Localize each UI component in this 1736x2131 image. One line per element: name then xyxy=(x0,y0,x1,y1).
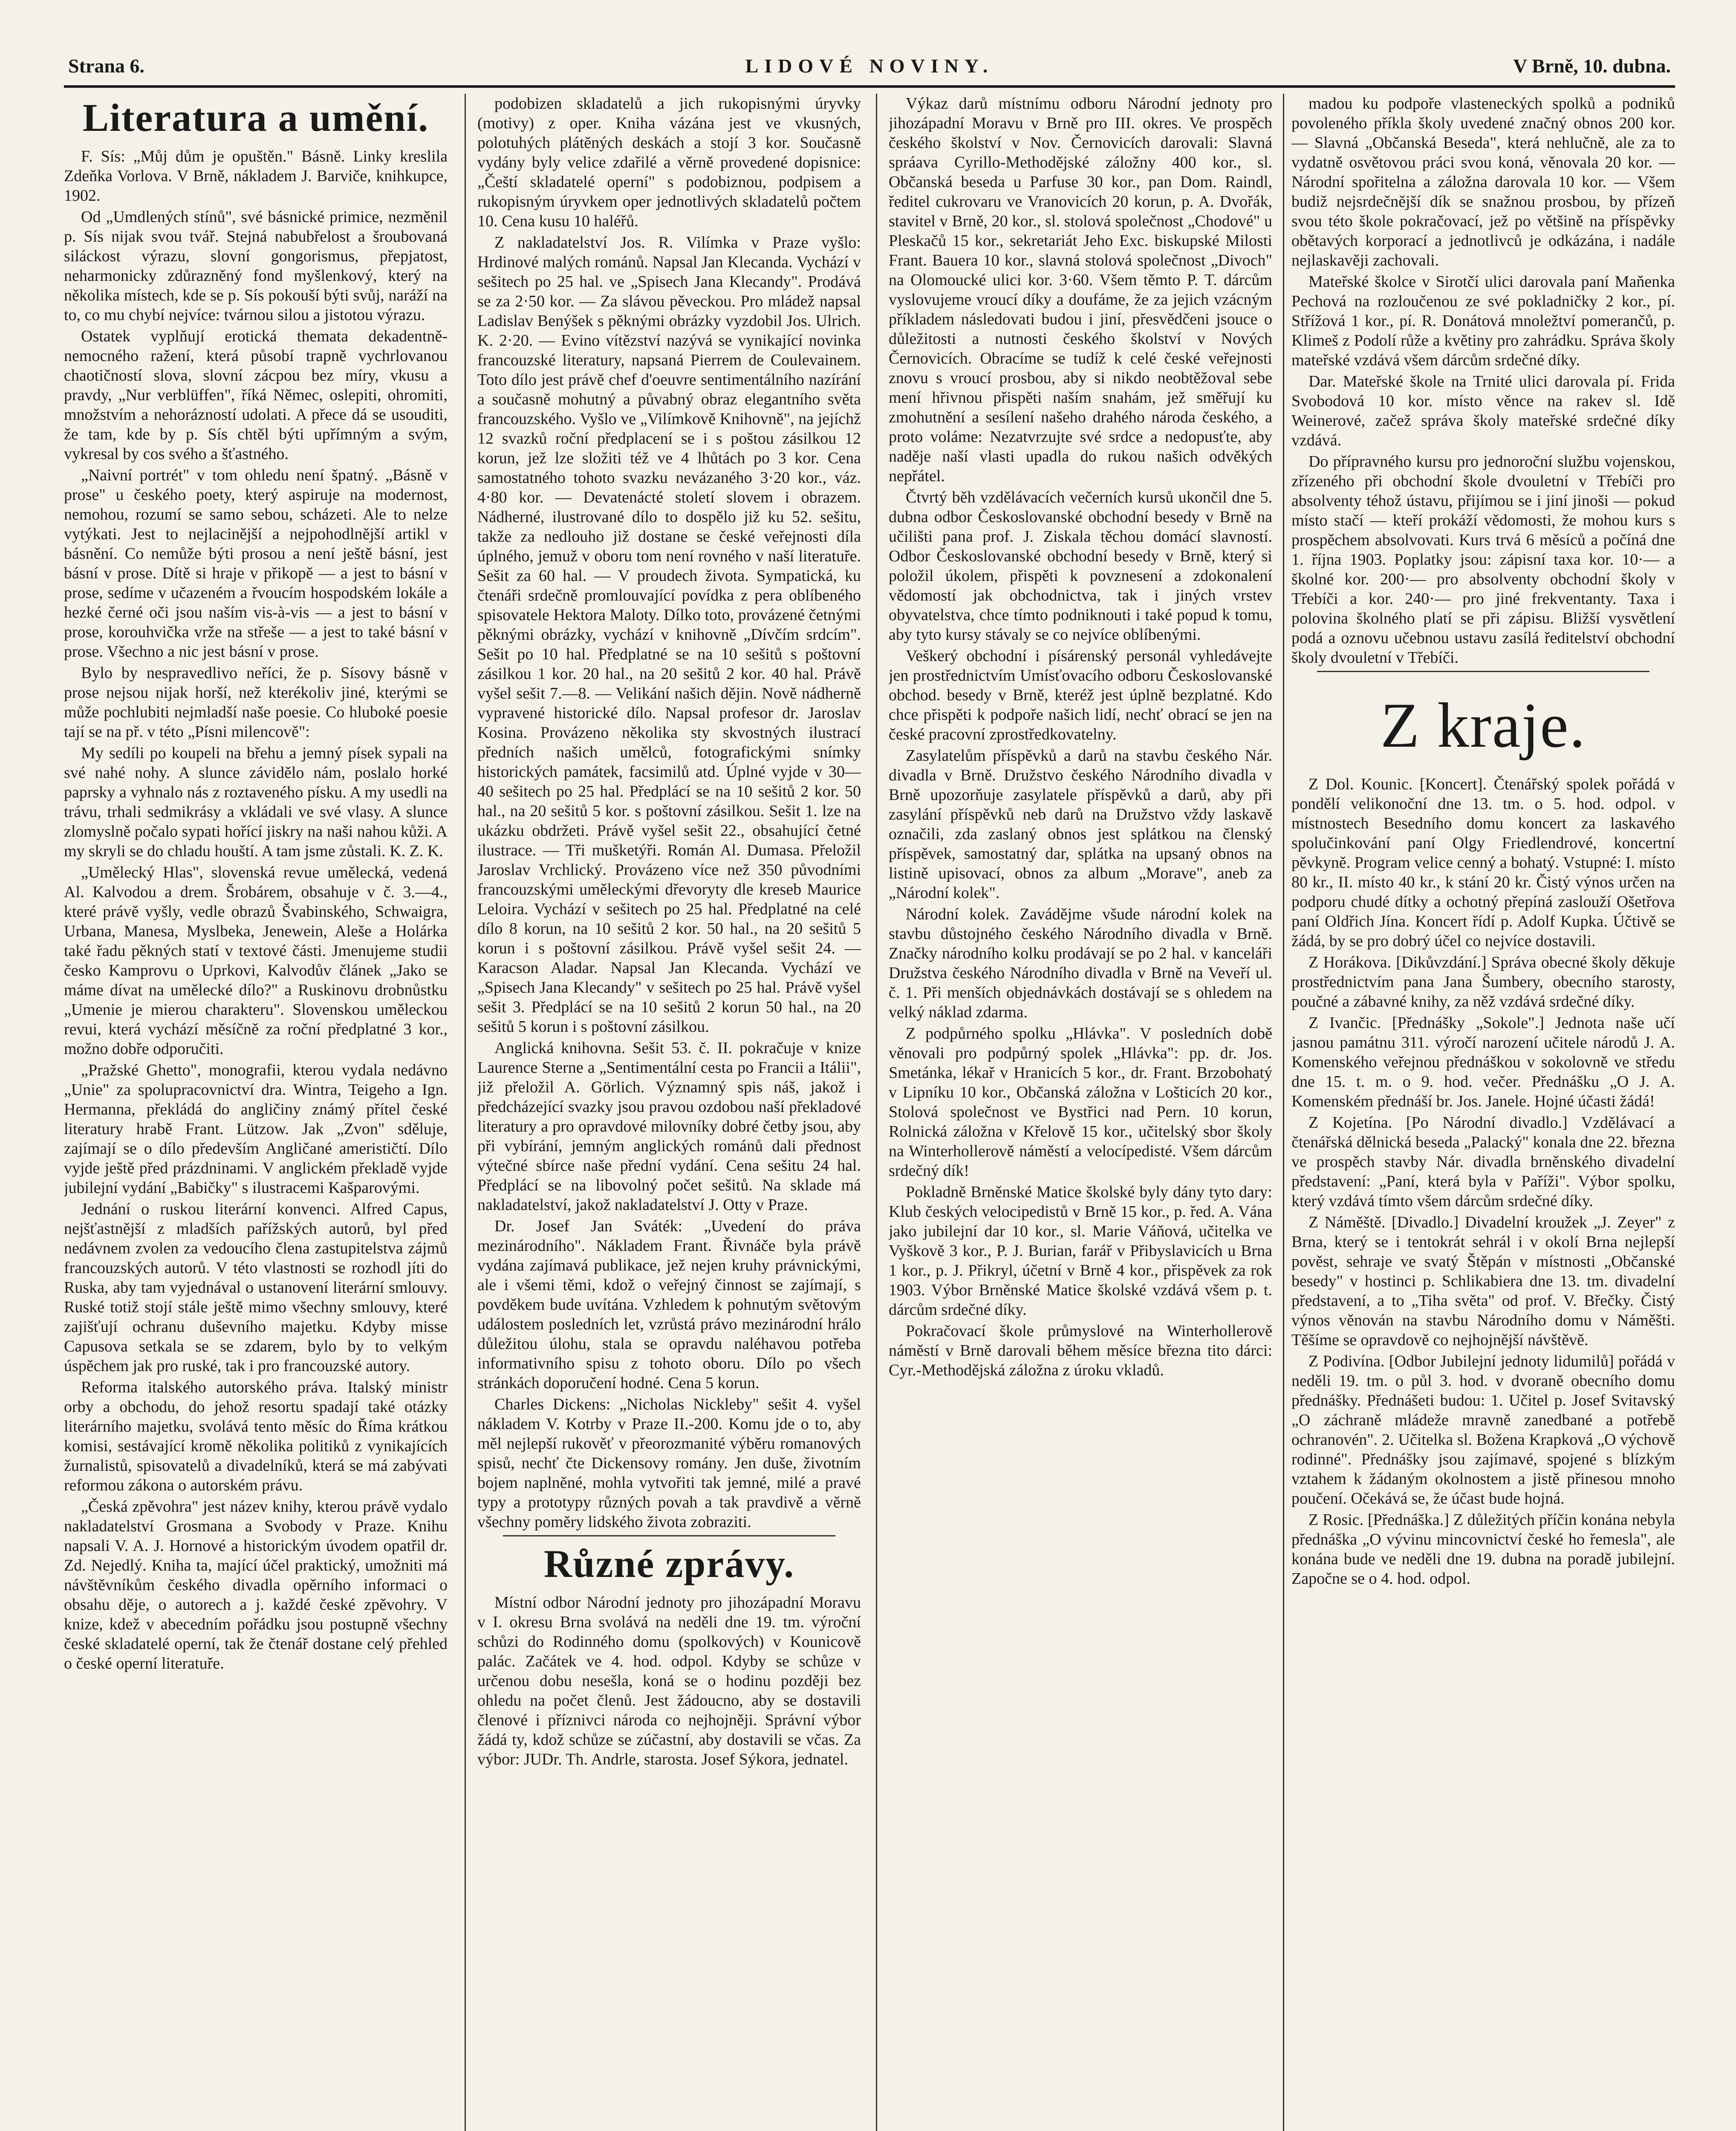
columns xyxy=(64,94,1675,2131)
article-paragraph: Charles Dickens: „Nicholas Nickleby" sešit 4. vyšel nákladem V. Kotrby v Praze II.-200. Komu jde o to, aby měl nejlepší rukověť v přeorozmanité výběru romanových spisů, nechť čte Dickensovy romány. Jen duše, životním bojem naplněné, mohla vytvořiti tak jemné, milé a pravé typy a prototypy různých povah a tak pravdivě a věrně všechny poměry lidského života zobraziti. xyxy=(477,1395,861,1531)
article-paragraph: Dr. Josef Jan Sváték: „Uvedení do práva mezinárodního". Nákladem Frant. Řivnáče byla právě vydána zajímavá publikace, jež nejen kruhy právnickými, ale i všemi těmi, kdož o veřejný činnost se zajímají, s povděkem bude uvítána. Vzhledem k pohnutým světovým událostem posledních let, vzrůstá právo mezinárodní hrálo důležitou úlohu, stala se opravdu naléhavou potřeba informativního spisu z tohoto oboru. Dílo po všech stránkách doporučení hodné. Cena 5 korun. xyxy=(477,1217,861,1392)
article-paragraph: Z Kojetína. [Po Národní divadlo.] Vzdělávací a čtenářská dělnická beseda „Palacký" konala dne 22. března ve prospěch stavby Nár. divadla brněnského divadelní představení: „Paní, která byla v Paříži". Výbor spolku, který vzdává tímto všem dárcům srdečné díky. xyxy=(1291,1114,1675,1210)
article-paragraph: Reforma italského autorského práva. Italský ministr orby a obchodu, do jehož resortu spadají také otázky literárního majetku, svolává tento měsíc do Říma krátkou komisi, sestávající kromě několika politiků z vynikajících žurnalistů, spisovatelů a divadelníků, která se má zabývati reformou zákona o autorském právu. xyxy=(64,1378,448,1494)
article-paragraph: Mateřské školce v Sirotčí ulici darovala paní Maňenka Pechová na rozloučenou ze své pokladničky 2 kor., pí. Střížová 1 kor., pí. R. Donátová mnoležtví pomerančů, p. Klimeš z Podolí růže a květiny pro zahrádku. Správa školy mateřské vzdává všem dárcům srdečné díky. xyxy=(1291,273,1675,369)
column-divider xyxy=(876,94,877,2131)
article-paragraph: Národní kolek. Zavádějme všude národní kolek na stavbu důstojného českého Národního divadla v Brně. Značky národního kolku prodávají se po 2 hal. v kanceláři Družstva českého Národního divadla v Brně na Veveří ul. č. 1. Při menších objednávkách dostávají se s ohledem na velký náklad zdarma. xyxy=(889,905,1272,1021)
article-paragraph: Z Rosic. [Přednáška.] Z důležitých příčin konána nebyla přednáška „O vývinu mincovnictví české ho řemesla", ale konána bude ve neděli dne 19. dubna na poradě jubilejní. Započne se o 4. hod. odpol. xyxy=(1291,1511,1675,1588)
article-paragraph: „Naivní portrét" v tom ohledu není špatný. „Básně v prose" u českého poety, který aspiruje na modernost, nemohou, rozumí se samo sebou, scházeti. Ale to nelze vytýkati. Jest to nejlacinější a nejpohodlnější artikl v básnění. Co nemůže býti prosou a není ještě básní, jest básní v prose. Dítě si hraje v přikopě — a jest to básní v prose, sedíme v učazeném a řvoucím hospodském lokále a hezké černé oči jsou naším vis-à-vis — a jest to básní v prose, korouhvička vrže na střeše — a jest to také básní v prose. Všechno a nic jest básní v prose. xyxy=(64,466,448,661)
article-paragraph: Anglická knihovna. Sešit 53. č. II. pokračuje v knize Laurence Sterne a „Sentimentální cesta po Francii a Itálii", již přeložil A. Görlich. Významný spis náš, jakož i předcházející svazky jsou pravou ozdobou naší překladové literatury a pro opravdové milovníky dobré četby jsou, aby při vybírání, jemným anglických románů dali přednost výtečné sbírce naše přední vydání. Cena sešitu 24 hal. Předplácí se na libovolný počet sešitů. Na sklade má nakladatelství, jakož nakladatelství J. Otty v Praze. xyxy=(477,1039,861,1214)
section-heading-ruzne: Různé zprávy. xyxy=(543,1542,795,1585)
article-paragraph: Z Náměště. [Divadlo.] Divadelní kroužek „J. Zeyer" z Brna, který se i tentokrát sehrál i v okolí Brna nejlepší pověst, sehraje ve svatý Štěpán v místnosti „Občanské besedy" v hostinci p. Schlikabiera dne 13. tm. divadelní představení, a to „Tiha světa" od prof. V. Břečky. Čistý výnos věnován na stavbu Národního domu v Náměšti. Těšíme se opravdově co nejhojnější návštěvě. xyxy=(1291,1213,1675,1349)
column-2-after xyxy=(477,1593,861,1769)
column-1-body xyxy=(64,147,448,1673)
article-paragraph: „Pražské Ghetto", monografii, kterou vydala nedávno „Unie" za spolupracovnictví dra. Wintra, Teigeho a Ign. Hermanna, překládá do angličiny známý přítel české literatury hrabě Frant. Lützow. Jak „Zvon" sděluje, zajímají se o dílo především Angličané amerističtí. Dílo vyjde ještě před prázdninami. V anglickém překladě vyjde jubilejní vydání „Babičky" s ilustracemi Kašparovými. xyxy=(64,1061,448,1197)
page-number: Strana 6. xyxy=(68,55,144,77)
column-2-body xyxy=(477,94,861,1532)
article-paragraph: madou ku podpoře vlasteneckých spolků a podniků povoleného příkla školy uvedené značný obnos 200 kor. — Slavná „Občanská Beseda", která nehlučně, ale za to vydatně osvětovou práci svou koná, věnovala 20 kor. — Národní spořitelna a záložna darovala 10 kor. — Všem budiž nejsrdečnější dík se snažnou prosbou, by přízeň svou této škole pokračovací, jež po většině na příspěvky obětavých korporací a jednotlivců je odkázána, i nadále nejlaskavěji zachovali. xyxy=(1291,95,1675,269)
article-paragraph: Z Podivína. [Odbor Jubilejní jednoty lidumilů] pořádá v neděli 19. tm. o půl 3. hod. v dvoraně obecního domu přednášky. Přednášeti budou: 1. Učitel p. Josef Svitavský „O záchraně mládeže mravně zanedbané a potřebě ochranovén". 2. Učitelka sl. Božena Krapková „O výchově rodinné". Přednášky jsou zajímavé, spojené s blízkým vztahem k žádaným okolnostem a jistě přinesou mnoho poučení. Očekává se, že účast bude hojná. xyxy=(1291,1352,1675,1507)
article-paragraph: „Umělecký Hlas", slovenská revue umělecká, vedená Al. Kalvodou a drem. Šrobárem, obsahuje v č. 3.—4., které právě vyšly, vedle obrazů Švabinského, Schwaigra, Urbana, Manesa, Myslbeka, Jenewein, Aleše a Holárka také řadu pěkných statí v textové části. Jmenujeme studii česko Kamprovu o Uprkovi, Kalvodův článek „Jako se máme dívat na umělecké dílo?" a Ruskinovu drobnůstku „Umenie je mierou charakteru". Slovenskou uměleckou revui, která vychází měsíčně za roční předplatné 3 kor., možno dobře odporučiti. xyxy=(64,863,448,1058)
article-paragraph: Místní odbor Národní jednoty pro jihozápadní Moravu v I. okresu Brna svolává na neděli dne 19. tm. výroční schůzi do Rodinného domu (spolkových) v Kounicově palác. Začátek ve 4. hod. odpol. Kdyby se schůze v určenou dobu nesešla, koná se o hodinu později bez ohledu na počet členů. Jest žádoucno, aby se dostavili členové i příznivci národa co nejhojněji. Správní výbor žádá ty, kdož schůze se zúčastní, aby dostavili se včas. Za výbor: JUDr. Th. Andrle, starosta. Josef Sýkora, jednatel. xyxy=(477,1594,861,1768)
article-paragraph: „Česká zpěvohra" jest název knihy, kterou právě vydalo nakladatelství Grosmana a Svobody v Praze. Knihu napsali V. A. J. Hornové a historickým úvodem opatřil dr. Zd. Nejedlý. Kniha ta, mající účel praktický, umožniti má návštěvníkům českého divadla opěrního informaci o obsahu děje, o autorech a j. každé české zpěvohry. V knize, kdež v abecedním pořádku jsou postupně všechny české skladatelé operní, tak že čtenář dostane celý přehled o české operní literatuře. xyxy=(64,1498,448,1672)
article-paragraph: Do přípravného kursu pro jednoroční službu vojenskou, zřízeného při obchodní škole dvouletní v Třebíči pro absolventy téhož ústavu, přijímou se i jiní jinoši — pokud místo stačí — kteří prokáží vědomosti, že mohou kurs s prospěchem absolvovati. Kurs trvá 6 měsíců a počíná dne 1. října 1903. Poplatky jsou: zápisní taxa kor. 10·— a školné kor. 200·— pro absolventy obchodní školy v Třebíči a kor. 240·— pro jiné frekventanty. Taxa i polovina školného platí se při zápisu. Bližší vysvětlení podá a oznovu učebnou ustavu zasílá ředitelství obchodní školy dvouletní v Třebíči. xyxy=(1291,453,1675,667)
page-header xyxy=(64,47,1675,88)
article-paragraph: Z Dol. Kounic. [Koncert]. Čtenářský spolek pořádá v pondělí velikonoční dne 13. tm. o 5. hod. odpol. v místnostech Besedního domu koncert za laskavého spolučinkování paní Olgy Friedlendrové, koncertní pěvkyně. Program velice cenný a bohatý. Vstupné: I. místo 80 kr., II. místo 40 kr., k stání 20 kr. Čistý výnos určen na podporu chudé dítky a ochotný přepíná zaslouží Ošetřova paní Oldřich Jína. Koncert řídí p. Adolf Kupka. Účtivě se žádá, by se pro dobrý účel co nejvíce dostavili. xyxy=(1291,775,1675,950)
article-paragraph: Dar. Mateřské škole na Trnité ulici darovala pí. Frida Svobodová 10 kor. místo věnce na rakev sl. Idě Weinerové, začež správa školy mateřské srdečné díky vzdává. xyxy=(1291,372,1675,449)
article-paragraph: Výkaz darů místnímu odboru Národní jednoty pro jihozápadní Moravu v Brně pro III. okres. Ve prospěch českého školství v Nov. Černovicích darovali: Slavná spráava Cyrillo-Methodějské záložny 400 kor., sl. Občanská beseda u Parfuse 30 kor., pan Dom. Raindl, ředitel cukrovaru ve Vranovicích 20 korun, p. A. Dvořák, stavitel v Brně, 20 kor., sl. stolová společnost „Chodové" u Pleskačů 15 kor., sekretariát Jeho Exc. biskupské Milosti Frant. Bauera 10 kor., slavná stolová společnost „Divoch" na Olomoucké ulici kor. 3·60. Všem těmto P. T. dárcům vyslovujeme vroucí díky a doufáme, že za jejich vzácným příkladem následovati budou i jiní, přesvědčeni jsouce o důležitosti a nutnosti českého školství v Nových Černovicích. Obracíme se tudíž k celé české veřejnosti znovu s vroucí prosbou, aby si nikdo neobtěžoval sebe mení hřivnou přispěti naším snahám, jež směřují ku zmohutnění a sesílení našeho drahého národa českého, a proto voláme: Nezatvrzujte své srdce a nedopusťte, aby naděje naší vlasti upadla do rukou našich odvěkých nepřátel. xyxy=(889,95,1272,485)
article-paragraph: Z nakladatelství Jos. R. Vilímka v Praze vyšlo: Hrdinové malých románů. Napsal Jan Klecanda. Vychází v sešitech po 25 hal. ve „Spisech Jana Klecandy". Prodává se za 2·50 kor. — Za slávou pěveckou. Pro mládež napsal Ladislav Benýšek s pěknými obrázky vyzdobil Jos. Ulrich. K. 2·20. — Evino vítězství nazývá se vynikající novinka francouzské literatury, napsaná Pierrem de Coulevainem. Toto dílo jest právě chef d'oeuvre sentimentálního nazírání a současně mohutný a půvabný obraz elegantního světa francouzského. Vyšlo ve „Vilímkově Knihovně", na jejíchž 12 svazků roční předplacení se i s poštou zásilkou 12 korun, jež lze složiti též ve 4 lhůtách po 3 kor. Cena samostatného tohoto svazku nevázaného 3·20 kor., váz. 4·80 kor. — Devatenácté století slovem i obrazem. Nádherné, ilustrované dílo to dospělo již ku 52. sešitu, takže za nedlouho již dostane se české veřejnosti díla úplného, jemuž v oboru tom není rovného v naší literatuře. Sešit za 60 hal. — V proudech života. Sympatická, ku čtenáři srdečně promlouvající povídka z pera oblíbeného spisovatele Hektora Maloty. Dílko toto, provázené četnými pěknými obrázky, vychází v knihovně „Dívčím srdcím". Sešit po 10 hal. Předplatné se na 10 sešitů s poštovní zásilkou 1 kor. 20 hal., na 20 sešitů 2 kor. 40 hal. Právě vyšel sešit 7.—8. — Velikání našich dějin. Nově nádherně vypravené historické dílo. Napsal profesor dr. Jaroslav Kosina. Provázeno několika sty skvostných ilustrací předních našich umělců, fotografickými snímky historických památek, facsimilů atd. Úplné vyjde v 30—40 sešitech po 25 hal. Předplácí se na 10 sešitů 2 kor. 50 hal., na 20 sešitů 5 kor. s poštovní zásilkou. Sešit 1. lze na ukázku obdržeti. Právě vyšel sešit 22., obsahující četné ilustrace. — Tři mušketýři. Román Al. Dumasa. Přeložil Jaroslav Vrchlický. Provázeno více než 350 původními francouzskými uměleckými dřevoryty dle kreseb Maurice Leloira. Vychází v sešitech po 25 hal. Předplatné na celé dílo 8 korun, na 10 sešitů 2 kor. 50 hal., na 20 sešitů 5 korun i s poštovní zásilkou. Právě vyšel sešit 24. — Karacson Aladar. Napsal Jan Klecanda. Vychází ve „Spisech Jana Klecandy" v sešitech po 25 hal. Právě vyšel sešit 3. Předplácí se na 10 sešitů 2 korun 50 hal., na 20 sešitů 5 korun i s poštovní zásilkou. xyxy=(477,234,861,1036)
article-paragraph: Pokladně Brněnské Matice školské byly dány tyto dary: Klub českých velocipedistů v Brně 15 kor., p. řed. A. Vána jako jubilejní dar 10 kor., sl. Marie Váňová, učitelka ve Vyškově 3 kor., P. J. Burian, farář v Přibyslavicích u Brna 1 kor., p. J. Přikryl, účetní v Brně 4 kor., přispěvek za rok 1903. Výbor Brněnské Matice školské vzdává všem p. t. dárcům srdečné díky. xyxy=(889,1183,1272,1319)
article-paragraph: podobizen skladatelů a jich rukopisnými úryvky (motivy) z oper. Kniha vázána jest ve vkusných, polotuhých plátěných deskách a stojí 3 kor. Současně vydány byly velice zdařilé a věrně provedené dopisnice: „Čeští skladatelé operní" s podobiznou, podpisem a rukopisným úryvkem oper jednotlivých skladatelů počtem 10. Cena kusu 10 haléřů. xyxy=(477,95,861,230)
article-paragraph: Z Ivančic. [Přednášky „Sokole".] Jednota naše učí jasnou památnu 311. výročí narození učitele národů J. A. Komenského veřejnou přednáškou v sokolovně ve středu dne 15. t. m. o 9. hod. večer. Přednášku „O J. A. Komenském přednáší br. Jos. Janele. Hojné účasti žádá! xyxy=(1291,1014,1675,1110)
section-divider xyxy=(503,1535,835,1536)
article-paragraph: Od „Umdlených stínů", své básnické primice, nezměnil p. Sís nijak svou tvář. Stejná nabubřelost a šroubovaná siláckost výrazu, slovní gongorismus, přepjatost, neharmonicky zdůrazněný fond myšlenkový, který na několika místech, kde se p. Sís pokouší býti svůj, naráží na to, co mu chybí nejvíce: tvárnou silou a jistotou výrazu. xyxy=(64,208,448,324)
article-paragraph: F. Sís: „Můj dům je opuštěn." Básně. Linky kreslila Zdeňka Vorlova. V Brně, nákladem J. Barviče, knihkupce, 1902. xyxy=(64,147,448,205)
article-paragraph: Zasylatelům příspěvků a darů na stavbu českého Nár. divadla v Brně. Družstvo českého Národního divadla v Brně upozorňuje zasylatele příspěvků a darů, aby při zasylání příspěvků neb darů na Družstvo vždy laskavě označili, zda zaslaný obnos jest splátkou na členský příspěvek, samostatný dar, splátka na upsaný obnos na listině upisovací, obnos za album „Morave", aneb za „Národní kolek". xyxy=(889,747,1272,902)
article-paragraph: Ostatek vyplňují erotická themata dekadentně-nemocného ražení, která působí trapně vychrlovanou chaotičností slova, slovní zácpou bez míry, vkusu a pravdy, „Nur verblüffen", říká Němec, oslepiti, ohromiti, množstvím a nehorázností udolati. A přece dá se usouditi, že tam, kde by p. Sís chtěl býti upřímným a svým, vykresal by cos svého a šťastného. xyxy=(64,327,448,463)
article-paragraph: Bylo by nespravedlivo neříci, že p. Sísovy básně v prose nejsou nijak horší, než kterékoliv jiné, kterými se může pochlubiti nejmladší naše poesie. Co hluboké poesie tají se na př. v této „Písni milencově": xyxy=(64,664,448,741)
column-4-after xyxy=(1291,774,1675,1588)
article-paragraph: Pokračovací škole průmyslové na Winterhollerově náměstí v Brně darovali během měsíce března tito dárci: Cyr.-Methodějská záložna z úroku vkladů. xyxy=(889,1322,1272,1379)
newspaper-page xyxy=(64,47,1675,2131)
article-paragraph: Z Horákova. [Dikůvzdání.] Správa obecné školy děkuje prostřednictvím pana Jana Šumbery, obecního starosty, poučné a zábavné knihy, za něž vzdává srdečné díky. xyxy=(1291,953,1675,1011)
section-heading-z-kraje: Z kraje. xyxy=(1380,690,1586,761)
column-3 xyxy=(889,94,1272,2131)
article-paragraph: Čtvrtý běh vzdělávacích večerních kursů ukončil dne 5. dubna odbor Českoslovanské obchodní besedy v Brně na učilišti pana prof. J. Ziskala těchou domácí slavností. Odbor Českoslovanské obchodní besedy v Brně, který si položil úkolem, přispěti k povznesení a zdokonalení vědomostí jak obchodnictva, tak i jiných vrstev obyvatelstva, chce tímto podniknouti i také popud k tomu, aby tyto kursy stávaly se co nejvíce oblíbenými. xyxy=(889,488,1272,644)
column-divider xyxy=(1283,94,1284,2131)
article-paragraph: Jednání o ruskou literární konvenci. Alfred Capus, nejšťastnější z mladších pařížských autorů, byl před nedávnem zvolen za vedoucího člena zastupitelstva zájmů francouzských autorů. V této vlastnosti se rozhodl jíti do Ruska, aby tam vyjednával o ustanovení literární smlouvy. Ruské totiž stojí stále ještě mimo všechny smlouvy, které zajišťují ochranu duševního majetku. Kdyby misse Capusova setkala se se zdarem, bylo by to velkým úspěchem jak pro ruské, tak i pro francouzské autory. xyxy=(64,1200,448,1375)
article-paragraph: My sedíli po koupeli na břehu a jemný písek sypali na své nahé nohy. A slunce závidělo nám, poslalo horké paprsky a vyhnalo nás z roztaveného písku. A my usedli na trávu, trhali sedmikrásy a vkládali ve své vlasy. A slunce zlomyslně počalo sypati hořící jiskry na naši nahou kůži. A my skryli se do chladu houští. A tam jsme zůstali. K. Z. K. xyxy=(64,744,448,860)
column-4 xyxy=(1291,94,1675,2131)
issue-date: V Brně, 10. dubna. xyxy=(1513,55,1671,77)
column-4-body xyxy=(1291,94,1675,667)
column-2 xyxy=(477,94,861,2131)
column-3-body xyxy=(889,94,1272,1380)
section-heading-literatura: Literatura a umění. xyxy=(82,96,429,139)
article-paragraph: Veškerý obchodní i písárenský personál vyhledávejte jen prostřednictvím Umísťovacího odboru Českoslovanské obchod. besedy v Brně, kteréž jest úplně bezplatné. Kdo chce přispěti k podpoře našich lidí, nechť obrací se jen na české pracovní zprostředkovatelny. xyxy=(889,647,1272,743)
newspaper-title: LIDOVÉ NOVINY. xyxy=(745,55,994,77)
column-divider xyxy=(465,94,466,2131)
column-1 xyxy=(64,94,448,2131)
section-divider xyxy=(1317,671,1649,672)
article-paragraph: Z podpůrného spolku „Hlávka". V posledních době věnovali pro podpůrný spolek „Hlávka": pp. dr. Jos. Smetánka, lékař v Hranicích 5 kor., dr. Frant. Brzobohatý v Lipníku 10 kor., Občanská záložna v Lošticích 20 kor., Stolová společnost ve Bystřici nad Pern. 10 korun, Rolnická záložna v Křelově 15 kor., učitelský sbor školy na Winterhollerově náměstí a velocípedisté. Všem dárcům srdečný dík! xyxy=(889,1025,1272,1180)
